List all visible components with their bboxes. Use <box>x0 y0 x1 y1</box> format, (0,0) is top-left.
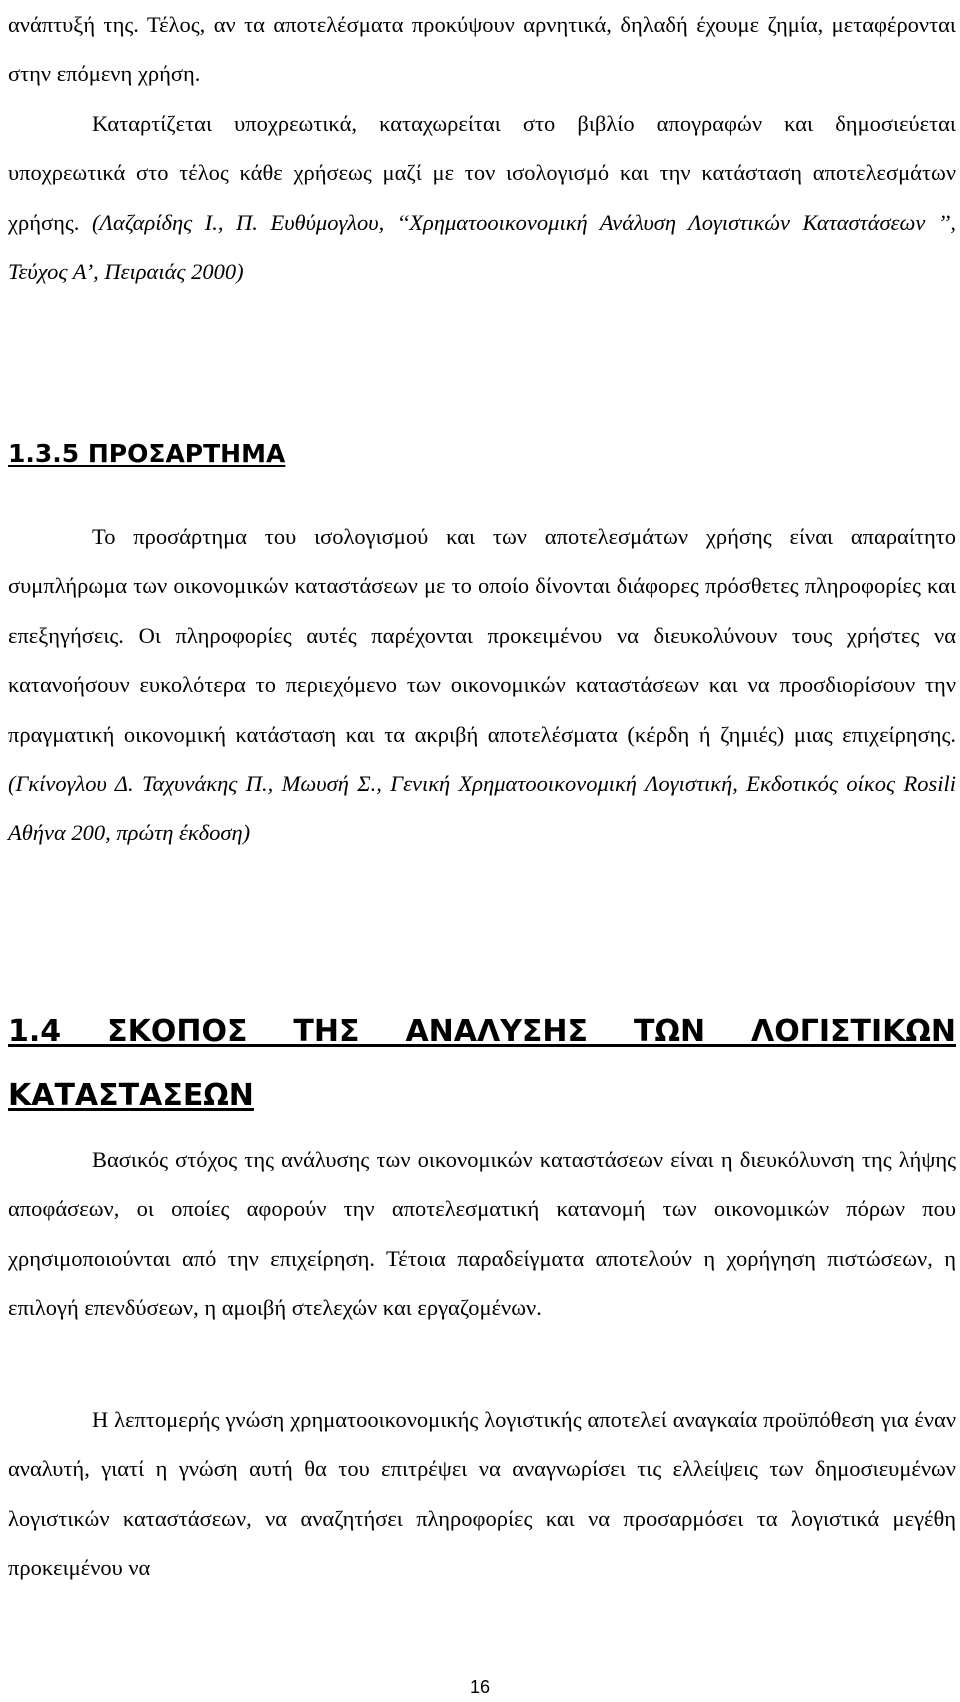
paragraph-appendix <box>8 512 956 858</box>
citation-ginoglou: (Γκίνογλου Δ. Ταχυνάκης Π., Μωυσή Σ., Γενική Χρηματοοικονομική Λογιστική, Εκδοτικός οίκος Rosili Αθήνα 200, πρώτη έκδοση) <box>8 771 956 846</box>
page-number: 16 <box>469 1677 491 1697</box>
paragraph-text: Το προσάρτημα του ισολογισμού και των αποτελεσμάτων χρήσης είναι απαραίτητο συμπλήρωμα των οικονομικών καταστάσεων με το οποίο δίνονται διάφορες πρόσθετες πληροφορίες και επεξηγήσεις. Οι πληροφορίες αυτές παρέχονται προκειμένου να διευκολύνουν τους χρήστες να κατανοήσουν ευκολότερα το περιεχόμενο των οικονομικών καταστάσεων και να προσδιορίσουν την πραγματική οικονομική κατάσταση και τα ακριβή αποτελέσματα (κέρδη ή ζημιές) μιας επιχείρησης. <box>8 524 956 747</box>
text-block-analyst-knowledge <box>8 1395 956 1593</box>
paragraph-analysis-goal: Βασικός στόχος της ανάλυσης των οικονομικών καταστάσεων είναι η διευκόλυνση της λήψης αποφάσεων, οι οποίες αφορούν την αποτελεσματική κατανομή των οικονομικών πόρων που χρησιμοποιούνται από την επιχείρηση. Τέτοια παραδείγματα αποτελούν η χορήγηση πιστώσεων, η επιλογή επενδύσεων, η αμοιβή στελεχών και εργαζομένων. <box>8 1147 956 1321</box>
paragraph-continuation: ανάπτυξή της. Τέλος, αν τα αποτελέσματα προκύψουν αρνητικά, δηλαδή έχουμε ζημία, μεταφέρονται στην επόμενη χρήση. <box>8 12 956 87</box>
paragraph-analyst-knowledge: Η λεπτομερής γνώση χρηματοοικονομικής λογιστικής αποτελεί αναγκαία προϋπόθεση για έναν αναλυτή, γιατί η γνώση αυτή θα του επιτρέψει να αναγνωρίσει τις ελλείψεις των δημοσιευμένων λογιστικών καταστάσεων, να αναζητήσει πληροφορίες και να προσαρμόσει τα λογιστικά μεγέθη προκειμένου να <box>8 1407 956 1581</box>
paragraph-results-statement <box>8 99 956 297</box>
section-heading-1-3-5: 1.3.5 ΠΡΟΣΑΡΤΗΜΑ <box>8 439 286 468</box>
citation-lazaridis: (Λαζαρίδης Ι., Π. Ευθύμογλου, ‘‘Χρηματοοικονομική Ανάλυση Λογιστικών Καταστάσεων ’’, Τεύχος Α’, Πειραιάς 2000) <box>8 209 956 285</box>
text-block-appendix <box>8 512 956 858</box>
paragraph-text: Καταρτίζεται υποχρεωτικά, καταχωρείται στο βιβλίο απογραφών και δημοσιεύεται υποχρεωτικά στο τέλος κάθε χρήσεως μαζί με τον ισολογισμό και την κατάσταση αποτελεσμάτων χρήσης. <box>8 110 956 235</box>
text-block-financial-statements <box>8 0 956 296</box>
text-block-analysis-goal <box>8 1135 956 1333</box>
section-heading-1-4: 1.4 ΣΚΟΠΟΣ ΤΗΣ ΑΝΑΛΥΣΗΣ ΤΩΝ ΛΟΓΙΣΤΙΚΩΝ ΚΑΤΑΣΤΑΣΕΩΝ <box>8 1014 956 1113</box>
